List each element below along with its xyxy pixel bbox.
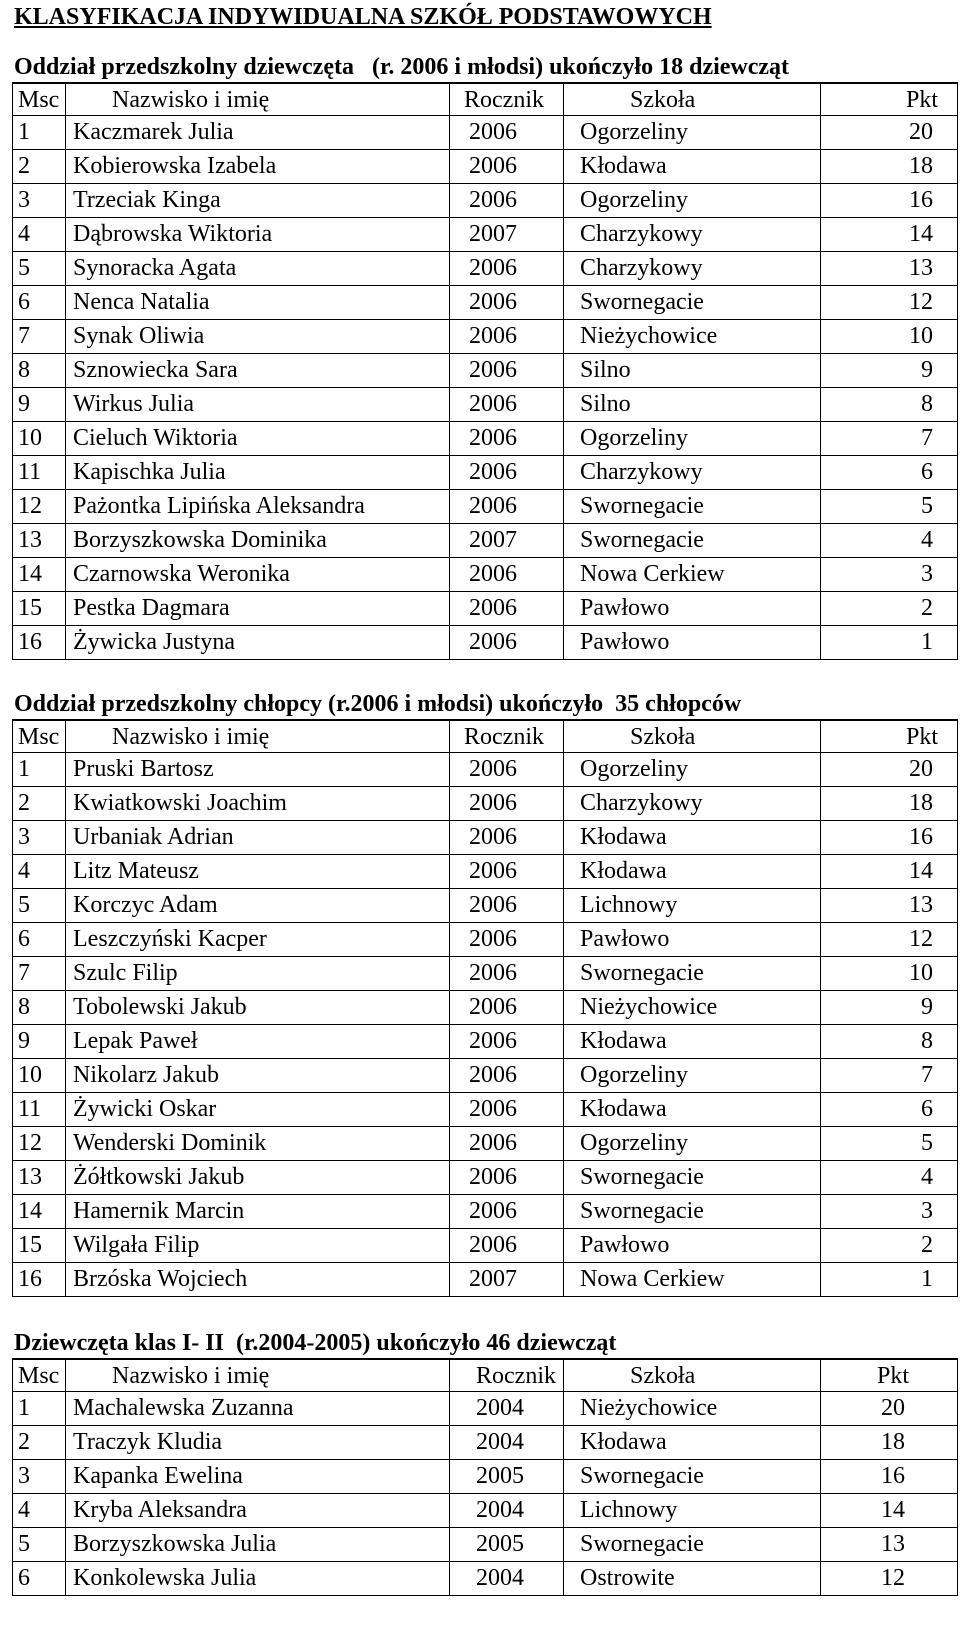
place-cell: 3 bbox=[12, 821, 66, 854]
results-table bbox=[12, 719, 958, 1297]
year-cell: 2006 bbox=[450, 388, 564, 421]
header-msc: Msc bbox=[12, 84, 66, 115]
year-cell: 2006 bbox=[450, 320, 564, 353]
year-cell: 2006 bbox=[450, 490, 564, 523]
school-cell: Ostrowite bbox=[564, 1562, 821, 1595]
name-cell: Litz Mateusz bbox=[66, 855, 450, 888]
table-row bbox=[12, 1127, 958, 1161]
name-cell: Nenca Natalia bbox=[66, 286, 450, 319]
points-cell: 4 bbox=[821, 524, 958, 557]
points-cell: 20 bbox=[821, 753, 958, 786]
place-cell: 1 bbox=[12, 753, 66, 786]
year-cell: 2006 bbox=[450, 354, 564, 387]
points-cell: 13 bbox=[821, 1528, 958, 1561]
table-row bbox=[12, 1392, 958, 1426]
year-cell: 2006 bbox=[450, 889, 564, 922]
points-cell: 3 bbox=[821, 1195, 958, 1228]
points-cell: 12 bbox=[821, 286, 958, 319]
school-cell: Swornegacie bbox=[564, 490, 821, 523]
school-cell: Kłodawa bbox=[564, 1025, 821, 1058]
table-row bbox=[12, 855, 958, 889]
table-row bbox=[12, 150, 958, 184]
points-cell: 2 bbox=[821, 1229, 958, 1262]
school-cell: Ogorzeliny bbox=[564, 422, 821, 455]
school-cell: Nieżychowice bbox=[564, 1392, 821, 1425]
points-cell: 8 bbox=[821, 1025, 958, 1058]
results-table bbox=[12, 82, 958, 660]
year-cell: 2006 bbox=[450, 150, 564, 183]
points-cell: 14 bbox=[821, 218, 958, 251]
year-cell: 2006 bbox=[450, 558, 564, 591]
year-cell: 2004 bbox=[450, 1392, 564, 1425]
table-header-row bbox=[12, 82, 958, 116]
points-cell: 13 bbox=[821, 889, 958, 922]
header-school: Szkoła bbox=[564, 84, 821, 115]
name-cell: Pruski Bartosz bbox=[66, 753, 450, 786]
name-cell: Żółtkowski Jakub bbox=[66, 1161, 450, 1194]
year-cell: 2006 bbox=[450, 1127, 564, 1160]
place-cell: 9 bbox=[12, 388, 66, 421]
school-cell: Swornegacie bbox=[564, 1528, 821, 1561]
name-cell: Konkolewska Julia bbox=[66, 1562, 450, 1595]
year-cell: 2006 bbox=[450, 923, 564, 956]
table-row bbox=[12, 821, 958, 855]
name-cell: Kapanka Ewelina bbox=[66, 1460, 450, 1493]
header-msc: Msc bbox=[12, 1360, 66, 1391]
place-cell: 6 bbox=[12, 286, 66, 319]
place-cell: 9 bbox=[12, 1025, 66, 1058]
year-cell: 2006 bbox=[450, 1093, 564, 1126]
school-cell: Charzykowy bbox=[564, 252, 821, 285]
header-points: Pkt bbox=[821, 1360, 958, 1391]
name-cell: Borzyszkowska Dominika bbox=[66, 524, 450, 557]
school-cell: Silno bbox=[564, 388, 821, 421]
school-cell: Charzykowy bbox=[564, 218, 821, 251]
table-row bbox=[12, 524, 958, 558]
year-cell: 2005 bbox=[450, 1460, 564, 1493]
header-points: Pkt bbox=[821, 84, 958, 115]
points-cell: 7 bbox=[821, 1059, 958, 1092]
school-cell: Swornegacie bbox=[564, 1161, 821, 1194]
name-cell: Dąbrowska Wiktoria bbox=[66, 218, 450, 251]
school-cell: Swornegacie bbox=[564, 524, 821, 557]
points-cell: 4 bbox=[821, 1161, 958, 1194]
points-cell: 1 bbox=[821, 626, 958, 659]
points-cell: 18 bbox=[821, 787, 958, 820]
table-row bbox=[12, 1263, 958, 1297]
school-cell: Charzykowy bbox=[564, 456, 821, 489]
name-cell: Traczyk Kludia bbox=[66, 1426, 450, 1459]
name-cell: Sznowiecka Sara bbox=[66, 354, 450, 387]
school-cell: Kłodawa bbox=[564, 855, 821, 888]
year-cell: 2006 bbox=[450, 1059, 564, 1092]
year-cell: 2006 bbox=[450, 592, 564, 625]
header-name: Nazwisko i imię bbox=[66, 84, 450, 115]
header-name: Nazwisko i imię bbox=[66, 721, 450, 752]
points-cell: 20 bbox=[821, 116, 958, 149]
name-cell: Hamernik Marcin bbox=[66, 1195, 450, 1228]
year-cell: 2006 bbox=[450, 286, 564, 319]
table-row bbox=[12, 1494, 958, 1528]
year-cell: 2007 bbox=[450, 218, 564, 251]
school-cell: Swornegacie bbox=[564, 1460, 821, 1493]
table-row bbox=[12, 388, 958, 422]
school-cell: Charzykowy bbox=[564, 787, 821, 820]
table-row bbox=[12, 1025, 958, 1059]
name-cell: Żywicki Oskar bbox=[66, 1093, 450, 1126]
name-cell: Czarnowska Weronika bbox=[66, 558, 450, 591]
table-row bbox=[12, 957, 958, 991]
place-cell: 16 bbox=[12, 626, 66, 659]
name-cell: Pażontka Lipińska Aleksandra bbox=[66, 490, 450, 523]
table-row bbox=[12, 1426, 958, 1460]
points-cell: 10 bbox=[821, 957, 958, 990]
points-cell: 14 bbox=[821, 1494, 958, 1527]
name-cell: Korczyc Adam bbox=[66, 889, 450, 922]
place-cell: 3 bbox=[12, 1460, 66, 1493]
school-cell: Ogorzeliny bbox=[564, 184, 821, 217]
table-row bbox=[12, 456, 958, 490]
points-cell: 18 bbox=[821, 150, 958, 183]
school-cell: Ogorzeliny bbox=[564, 1059, 821, 1092]
school-cell: Pawłowo bbox=[564, 626, 821, 659]
points-cell: 16 bbox=[821, 821, 958, 854]
header-points: Pkt bbox=[821, 721, 958, 752]
table-row bbox=[12, 1059, 958, 1093]
table-row bbox=[12, 1528, 958, 1562]
table-row bbox=[12, 889, 958, 923]
section-heading: Oddział przedszkolny chłopcy (r.2006 i młodsi) ukończyło 35 chłopców bbox=[14, 691, 742, 717]
points-cell: 8 bbox=[821, 388, 958, 421]
place-cell: 13 bbox=[12, 524, 66, 557]
school-cell: Kłodawa bbox=[564, 1426, 821, 1459]
place-cell: 14 bbox=[12, 558, 66, 591]
year-cell: 2006 bbox=[450, 422, 564, 455]
school-cell: Pawłowo bbox=[564, 923, 821, 956]
table-row bbox=[12, 1562, 958, 1596]
place-cell: 13 bbox=[12, 1161, 66, 1194]
place-cell: 2 bbox=[12, 150, 66, 183]
points-cell: 9 bbox=[821, 991, 958, 1024]
table-row bbox=[12, 1229, 958, 1263]
school-cell: Silno bbox=[564, 354, 821, 387]
points-cell: 12 bbox=[821, 923, 958, 956]
year-cell: 2006 bbox=[450, 626, 564, 659]
points-cell: 7 bbox=[821, 422, 958, 455]
place-cell: 5 bbox=[12, 252, 66, 285]
place-cell: 1 bbox=[12, 1392, 66, 1425]
year-cell: 2006 bbox=[450, 1025, 564, 1058]
points-cell: 14 bbox=[821, 855, 958, 888]
name-cell: Kryba Aleksandra bbox=[66, 1494, 450, 1527]
points-cell: 10 bbox=[821, 320, 958, 353]
table-header-row bbox=[12, 1358, 958, 1392]
points-cell: 6 bbox=[821, 456, 958, 489]
table-row bbox=[12, 558, 958, 592]
header-msc: Msc bbox=[12, 721, 66, 752]
year-cell: 2004 bbox=[450, 1562, 564, 1595]
name-cell: Machalewska Zuzanna bbox=[66, 1392, 450, 1425]
year-cell: 2007 bbox=[450, 1263, 564, 1296]
header-year: Rocznik bbox=[450, 721, 564, 752]
year-cell: 2006 bbox=[450, 787, 564, 820]
name-cell: Borzyszkowska Julia bbox=[66, 1528, 450, 1561]
section-heading: Oddział przedszkolny dziewczęta (r. 2006 i młodsi) ukończyło 18 dziewcząt bbox=[14, 54, 790, 80]
points-cell: 5 bbox=[821, 1127, 958, 1160]
place-cell: 8 bbox=[12, 354, 66, 387]
place-cell: 4 bbox=[12, 855, 66, 888]
points-cell: 1 bbox=[821, 1263, 958, 1296]
place-cell: 6 bbox=[12, 1562, 66, 1595]
year-cell: 2006 bbox=[450, 1161, 564, 1194]
school-cell: Ogorzeliny bbox=[564, 753, 821, 786]
school-cell: Nowa Cerkiew bbox=[564, 1263, 821, 1296]
place-cell: 12 bbox=[12, 1127, 66, 1160]
table-header-row bbox=[12, 719, 958, 753]
school-cell: Kłodawa bbox=[564, 821, 821, 854]
name-cell: Kaczmarek Julia bbox=[66, 116, 450, 149]
table-row bbox=[12, 252, 958, 286]
table-row bbox=[12, 991, 958, 1025]
points-cell: 16 bbox=[821, 1460, 958, 1493]
table-row bbox=[12, 286, 958, 320]
school-cell: Swornegacie bbox=[564, 957, 821, 990]
place-cell: 7 bbox=[12, 957, 66, 990]
header-school: Szkoła bbox=[564, 1360, 821, 1391]
place-cell: 4 bbox=[12, 218, 66, 251]
place-cell: 11 bbox=[12, 456, 66, 489]
year-cell: 2004 bbox=[450, 1494, 564, 1527]
year-cell: 2006 bbox=[450, 184, 564, 217]
name-cell: Wirkus Julia bbox=[66, 388, 450, 421]
year-cell: 2006 bbox=[450, 991, 564, 1024]
year-cell: 2005 bbox=[450, 1528, 564, 1561]
school-cell: Kłodawa bbox=[564, 1093, 821, 1126]
place-cell: 3 bbox=[12, 184, 66, 217]
school-cell: Nieżychowice bbox=[564, 991, 821, 1024]
name-cell: Cieluch Wiktoria bbox=[66, 422, 450, 455]
year-cell: 2004 bbox=[450, 1426, 564, 1459]
name-cell: Kapischka Julia bbox=[66, 456, 450, 489]
points-cell: 20 bbox=[821, 1392, 958, 1425]
school-cell: Pawłowo bbox=[564, 592, 821, 625]
table-row bbox=[12, 490, 958, 524]
table-row bbox=[12, 753, 958, 787]
points-cell: 2 bbox=[821, 592, 958, 625]
points-cell: 6 bbox=[821, 1093, 958, 1126]
header-name: Nazwisko i imię bbox=[66, 1360, 450, 1391]
points-cell: 5 bbox=[821, 490, 958, 523]
place-cell: 6 bbox=[12, 923, 66, 956]
table-row bbox=[12, 1195, 958, 1229]
school-cell: Ogorzeliny bbox=[564, 116, 821, 149]
name-cell: Synak Oliwia bbox=[66, 320, 450, 353]
school-cell: Lichnowy bbox=[564, 1494, 821, 1527]
year-cell: 2006 bbox=[450, 957, 564, 990]
name-cell: Kwiatkowski Joachim bbox=[66, 787, 450, 820]
year-cell: 2006 bbox=[450, 1195, 564, 1228]
place-cell: 16 bbox=[12, 1263, 66, 1296]
table-row bbox=[12, 422, 958, 456]
place-cell: 5 bbox=[12, 1528, 66, 1561]
name-cell: Brzóska Wojciech bbox=[66, 1263, 450, 1296]
place-cell: 10 bbox=[12, 422, 66, 455]
table-row bbox=[12, 1161, 958, 1195]
section-heading: Dziewczęta klas I- II (r.2004-2005) ukończyło 46 dziewcząt bbox=[14, 1330, 617, 1356]
table-row bbox=[12, 1093, 958, 1127]
points-cell: 9 bbox=[821, 354, 958, 387]
place-cell: 11 bbox=[12, 1093, 66, 1126]
points-cell: 13 bbox=[821, 252, 958, 285]
name-cell: Szulc Filip bbox=[66, 957, 450, 990]
place-cell: 5 bbox=[12, 889, 66, 922]
year-cell: 2006 bbox=[450, 821, 564, 854]
section-girls-grades-1-2 bbox=[12, 1328, 958, 1596]
place-cell: 4 bbox=[12, 1494, 66, 1527]
place-cell: 15 bbox=[12, 1229, 66, 1262]
section-preschool-boys bbox=[12, 689, 958, 1297]
table-row bbox=[12, 218, 958, 252]
points-cell: 18 bbox=[821, 1426, 958, 1459]
table-row bbox=[12, 184, 958, 218]
place-cell: 1 bbox=[12, 116, 66, 149]
year-cell: 2006 bbox=[450, 855, 564, 888]
name-cell: Lepak Paweł bbox=[66, 1025, 450, 1058]
name-cell: Urbaniak Adrian bbox=[66, 821, 450, 854]
school-cell: Kłodawa bbox=[564, 150, 821, 183]
school-cell: Ogorzeliny bbox=[564, 1127, 821, 1160]
year-cell: 2006 bbox=[450, 753, 564, 786]
school-cell: Pawłowo bbox=[564, 1229, 821, 1262]
header-year: Rocznik bbox=[450, 84, 564, 115]
place-cell: 15 bbox=[12, 592, 66, 625]
points-cell: 3 bbox=[821, 558, 958, 591]
year-cell: 2006 bbox=[450, 1229, 564, 1262]
section-preschool-girls bbox=[12, 52, 958, 660]
school-cell: Swornegacie bbox=[564, 1195, 821, 1228]
school-cell: Nowa Cerkiew bbox=[564, 558, 821, 591]
name-cell: Trzeciak Kinga bbox=[66, 184, 450, 217]
place-cell: 7 bbox=[12, 320, 66, 353]
table-row bbox=[12, 354, 958, 388]
table-row bbox=[12, 787, 958, 821]
year-cell: 2006 bbox=[450, 252, 564, 285]
place-cell: 12 bbox=[12, 490, 66, 523]
name-cell: Wenderski Dominik bbox=[66, 1127, 450, 1160]
year-cell: 2006 bbox=[450, 116, 564, 149]
school-cell: Swornegacie bbox=[564, 286, 821, 319]
year-cell: 2006 bbox=[450, 456, 564, 489]
document-title: KLASYFIKACJA INDYWIDUALNA SZKÓŁ PODSTAWOWYCH bbox=[14, 4, 712, 30]
name-cell: Synoracka Agata bbox=[66, 252, 450, 285]
table-row bbox=[12, 1460, 958, 1494]
place-cell: 2 bbox=[12, 1426, 66, 1459]
place-cell: 14 bbox=[12, 1195, 66, 1228]
name-cell: Leszczyński Kacper bbox=[66, 923, 450, 956]
table-row bbox=[12, 626, 958, 660]
table-row bbox=[12, 923, 958, 957]
header-school: Szkoła bbox=[564, 721, 821, 752]
table-row bbox=[12, 592, 958, 626]
year-cell: 2007 bbox=[450, 524, 564, 557]
name-cell: Wilgała Filip bbox=[66, 1229, 450, 1262]
place-cell: 10 bbox=[12, 1059, 66, 1092]
place-cell: 2 bbox=[12, 787, 66, 820]
table-row bbox=[12, 116, 958, 150]
name-cell: Pestka Dagmara bbox=[66, 592, 450, 625]
name-cell: Tobolewski Jakub bbox=[66, 991, 450, 1024]
header-year: Rocznik bbox=[450, 1360, 564, 1391]
results-table bbox=[12, 1358, 958, 1596]
points-cell: 12 bbox=[821, 1562, 958, 1595]
points-cell: 16 bbox=[821, 184, 958, 217]
name-cell: Żywicka Justyna bbox=[66, 626, 450, 659]
place-cell: 8 bbox=[12, 991, 66, 1024]
table-row bbox=[12, 320, 958, 354]
name-cell: Nikolarz Jakub bbox=[66, 1059, 450, 1092]
name-cell: Kobierowska Izabela bbox=[66, 150, 450, 183]
school-cell: Lichnowy bbox=[564, 889, 821, 922]
school-cell: Nieżychowice bbox=[564, 320, 821, 353]
